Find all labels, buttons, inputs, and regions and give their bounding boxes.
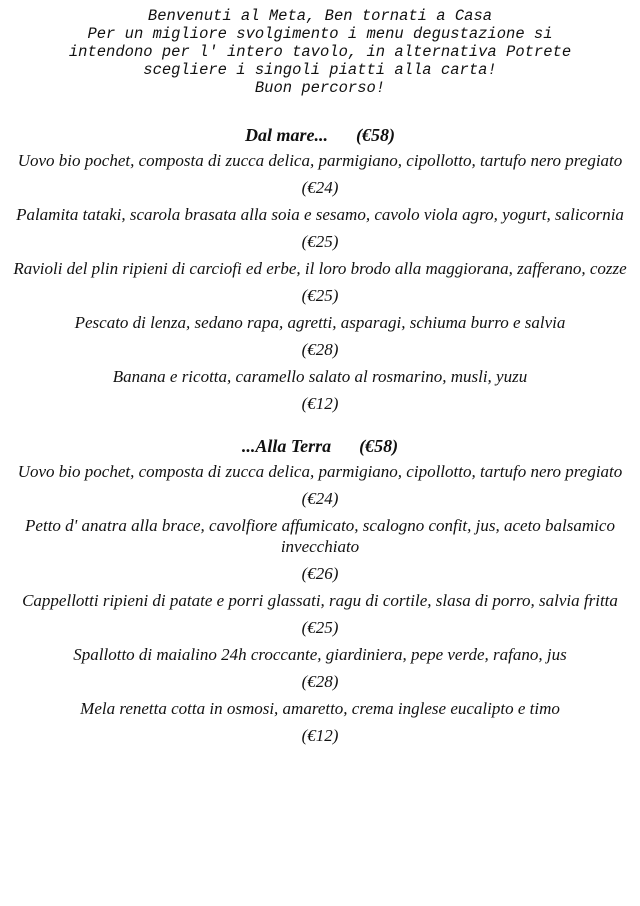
- intro-line: Buon percorso!: [254, 79, 386, 97]
- intro-line: Per un migliore svolgimento i menu degustazione si: [87, 25, 553, 43]
- dish-price: (€25): [301, 232, 339, 251]
- dish-name: Cappellotti ripieni di patate e porri glassati, ragu di cortile, slasa di porro, salvia fritta: [22, 591, 618, 610]
- dish-price: (€25): [301, 618, 339, 637]
- dish-price: (€12): [301, 394, 339, 413]
- intro-text: [0, 0, 640, 97]
- dish-name: Banana e ricotta, caramello salato al rosmarino, musli, yuzu: [112, 367, 528, 386]
- dish-name: Ravioli del plin ripieni di carciofi ed erbe, il loro brodo alla maggiorana, zafferano, cozze: [13, 259, 627, 278]
- dish-name: Spallotto di maialino 24h croccante, giardiniera, pepe verde, rafano, jus: [73, 645, 567, 664]
- section-heading: [0, 436, 640, 457]
- menu-section-terra: [0, 436, 640, 746]
- dish-price: (€24): [301, 178, 339, 197]
- section-price: (€58): [359, 436, 399, 456]
- section-heading: [0, 125, 640, 146]
- dish-price: (€28): [301, 672, 339, 691]
- dish-name: Palamita tataki, scarola brasata alla soia e sesamo, cavolo viola agro, yogurt, salicornia: [16, 205, 624, 224]
- dish-price: (€12): [301, 726, 339, 745]
- dish-price: (€24): [301, 489, 339, 508]
- dish-price: (€28): [301, 340, 339, 359]
- dish-name: Uovo bio pochet, composta di zucca delica, parmigiano, cipollotto, tartufo nero pregiato: [17, 462, 623, 481]
- dish-name: Mela renetta cotta in osmosi, amaretto, crema inglese eucalipto e timo: [80, 699, 560, 718]
- menu-section-mare: [0, 125, 640, 414]
- section-title: ...Alla Terra: [241, 436, 332, 456]
- section-price: (€58): [356, 125, 395, 145]
- dish-price: (€25): [301, 286, 339, 305]
- dish-name: Uovo bio pochet, composta di zucca delica, parmigiano, cipollotto, tartufo nero pregiato: [17, 151, 623, 170]
- intro-line: scegliere i singoli piatti alla carta!: [143, 61, 497, 79]
- section-title: Dal mare...: [245, 125, 328, 145]
- intro-line: Benvenuti al Meta, Ben tornati a Casa: [147, 7, 493, 25]
- dish-name: Pescato di lenza, sedano rapa, agretti, asparagi, schiuma burro e salvia: [74, 313, 566, 332]
- dish-name: Petto d' anatra alla brace, cavolfiore affumicato, scalogno confit, jus, aceto balsamico invecchiato: [25, 516, 615, 556]
- intro-line: intendono per l' intero tavolo, in alternativa Potrete: [68, 43, 572, 61]
- dish-price: (€26): [301, 564, 339, 583]
